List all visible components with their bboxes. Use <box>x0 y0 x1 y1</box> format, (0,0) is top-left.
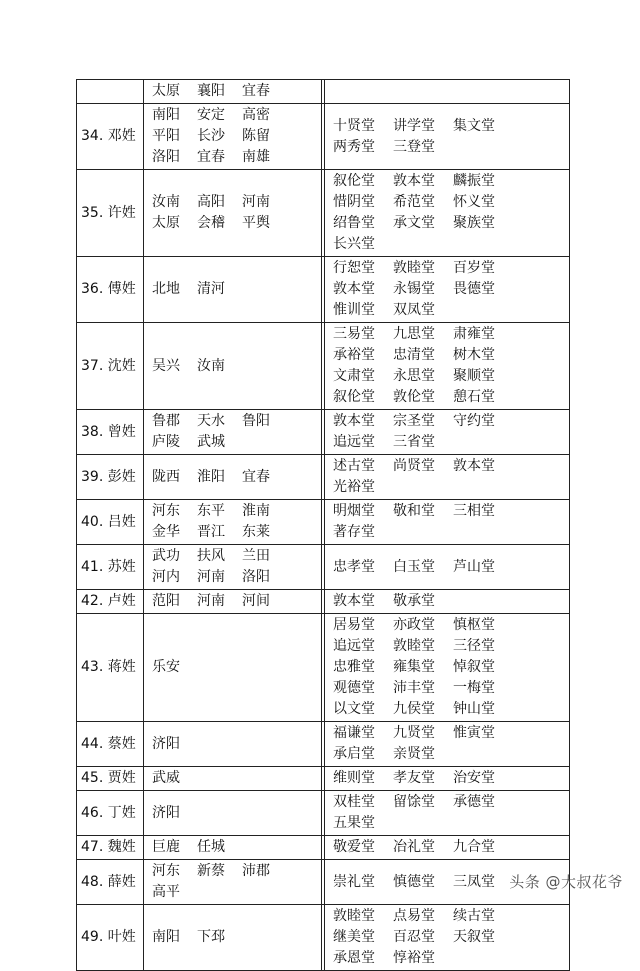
hall-name: 集文堂 <box>453 117 495 134</box>
hall-name: 承恩堂 <box>333 950 375 966</box>
hall-name: 一梅堂 <box>453 680 495 696</box>
hall-cell <box>325 455 570 500</box>
origin-place: 兰田 <box>242 548 270 564</box>
origin-place: 河南 <box>197 569 225 585</box>
table-row <box>77 410 570 455</box>
origin-place: 洛阳 <box>242 569 270 585</box>
table-row <box>77 590 570 614</box>
origin-cell <box>144 455 322 500</box>
origin-place: 沛郡 <box>242 863 270 879</box>
hall-cell <box>325 410 570 455</box>
hall-cell <box>325 614 570 722</box>
origin-place: 宜春 <box>197 149 225 165</box>
table-row <box>77 545 570 590</box>
hall-name: 崇礼堂 <box>333 873 375 890</box>
hall-name: 惇裕堂 <box>393 950 435 966</box>
hall-name: 敦本堂 <box>333 413 375 429</box>
hall-name: 续古堂 <box>453 908 495 924</box>
hall-name: 百忍堂 <box>393 929 435 945</box>
origin-place: 河东 <box>152 503 180 519</box>
origin-place: 襄阳 <box>197 83 225 99</box>
surname-cell: 44. 蔡姓 <box>77 722 144 767</box>
origin-cell <box>144 590 322 614</box>
origin-cell <box>144 905 322 971</box>
hall-name: 亦政堂 <box>393 617 435 633</box>
hall-name: 讲学堂 <box>393 117 435 134</box>
table-row <box>77 455 570 500</box>
table-row <box>77 104 570 170</box>
hall-name: 居易堂 <box>333 617 375 633</box>
table-row <box>77 614 570 722</box>
surname-cell: 34. 邓姓 <box>77 104 144 170</box>
hall-cell <box>325 836 570 860</box>
origin-place: 河间 <box>242 593 270 609</box>
hall-name: 惜阴堂 <box>333 194 375 210</box>
origin-place: 汝南 <box>197 357 225 374</box>
surname-origin-hall-table <box>76 79 570 971</box>
hall-name: 忠雅堂 <box>333 659 375 675</box>
origin-cell <box>144 170 322 257</box>
origin-place: 平舆 <box>242 215 270 231</box>
hall-name: 行恕堂 <box>333 260 375 276</box>
origin-place: 太原 <box>152 83 180 99</box>
origin-place: 武威 <box>152 770 180 786</box>
hall-name: 承启堂 <box>333 746 375 762</box>
hall-name: 承裕堂 <box>333 347 375 363</box>
origin-place: 淮南 <box>242 503 270 519</box>
hall-name: 治安堂 <box>453 770 495 786</box>
hall-name: 维则堂 <box>333 770 375 786</box>
hall-name: 敬爱堂 <box>333 839 375 855</box>
table-row <box>77 323 570 410</box>
hall-name: 百岁堂 <box>453 260 495 276</box>
table-row <box>77 767 570 791</box>
hall-name: 继美堂 <box>333 929 375 945</box>
origin-place: 乐安 <box>152 659 180 675</box>
hall-name: 点易堂 <box>393 908 435 924</box>
hall-cell <box>325 257 570 323</box>
origin-place: 南阳 <box>152 929 180 945</box>
hall-name: 悼叙堂 <box>453 659 495 675</box>
hall-name: 敦本堂 <box>393 173 435 189</box>
hall-name: 两秀堂 <box>333 138 375 155</box>
hall-name: 树木堂 <box>453 347 495 363</box>
hall-cell <box>325 767 570 791</box>
hall-cell <box>325 500 570 545</box>
origin-place: 陈留 <box>242 128 270 144</box>
origin-place: 高阳 <box>197 194 225 210</box>
hall-name: 明烟堂 <box>333 503 375 519</box>
origin-place: 东莱 <box>242 524 270 540</box>
origin-place: 北地 <box>152 281 180 297</box>
hall-name: 天叙堂 <box>453 929 495 945</box>
origin-place: 汝南 <box>152 194 180 210</box>
hall-name: 追远堂 <box>333 638 375 654</box>
hall-name: 敦本堂 <box>333 281 375 297</box>
origin-place: 任城 <box>197 839 225 855</box>
origin-place: 宜春 <box>242 468 270 485</box>
hall-name: 聚族堂 <box>453 215 495 231</box>
table-row <box>77 80 570 104</box>
origin-place: 下邳 <box>197 929 225 945</box>
hall-name: 永锡堂 <box>393 281 435 297</box>
hall-name: 留馀堂 <box>393 794 435 810</box>
origin-place: 金华 <box>152 524 180 540</box>
hall-name: 肃雍堂 <box>453 326 495 342</box>
hall-name: 十贤堂 <box>333 117 375 134</box>
origin-place: 高平 <box>152 884 180 900</box>
origin-place: 清河 <box>197 281 225 297</box>
hall-name: 敦睦堂 <box>393 638 435 654</box>
hall-name: 敦本堂 <box>453 458 495 474</box>
origin-place: 东平 <box>197 503 225 519</box>
hall-name: 承文堂 <box>393 215 435 231</box>
hall-name: 绍鲁堂 <box>333 215 375 231</box>
hall-name: 忠孝堂 <box>333 558 375 575</box>
hall-cell <box>325 104 570 170</box>
hall-name: 敦睦堂 <box>333 908 375 924</box>
hall-name: 文肃堂 <box>333 368 375 384</box>
surname-cell: 45. 贾姓 <box>77 767 144 791</box>
hall-name: 长兴堂 <box>333 236 375 252</box>
table-body <box>77 80 570 971</box>
surname-cell: 42. 卢姓 <box>77 590 144 614</box>
origin-place: 淮阳 <box>197 468 225 485</box>
hall-name: 述古堂 <box>333 458 375 474</box>
table-row <box>77 860 570 905</box>
origin-place: 晋江 <box>197 524 225 540</box>
hall-name: 慎枢堂 <box>453 617 495 633</box>
watermark: 头条 @大叔花爷 <box>509 873 623 891</box>
hall-name: 敦睦堂 <box>393 260 435 276</box>
hall-name: 福谦堂 <box>333 725 375 741</box>
origin-place: 南雄 <box>242 149 270 165</box>
origin-place: 会稽 <box>197 215 225 231</box>
origin-place: 长沙 <box>197 128 225 144</box>
origin-cell <box>144 614 322 722</box>
hall-name: 慎德堂 <box>393 873 435 890</box>
origin-cell <box>144 80 322 104</box>
hall-name: 九思堂 <box>393 326 435 342</box>
hall-name: 惟寅堂 <box>453 725 495 741</box>
hall-name: 尚贤堂 <box>393 458 435 474</box>
surname-cell <box>77 80 144 104</box>
origin-place: 鲁阳 <box>242 413 270 429</box>
table-row <box>77 170 570 257</box>
origin-place: 范阳 <box>152 593 180 609</box>
origin-place: 安定 <box>197 107 225 123</box>
table-row <box>77 722 570 767</box>
origin-place: 河东 <box>152 863 180 879</box>
hall-name: 芦山堂 <box>453 558 495 575</box>
hall-cell <box>325 905 570 971</box>
origin-cell <box>144 323 322 410</box>
hall-name: 守约堂 <box>453 413 495 429</box>
surname-cell: 41. 苏姓 <box>77 545 144 590</box>
table-row <box>77 257 570 323</box>
hall-name: 三径堂 <box>453 638 495 654</box>
origin-place: 济阳 <box>152 735 180 752</box>
origin-place: 巨鹿 <box>152 839 180 855</box>
origin-place: 天水 <box>197 413 225 429</box>
surname-cell: 38. 曾姓 <box>77 410 144 455</box>
origin-place: 洛阳 <box>152 149 180 165</box>
hall-name: 憩石堂 <box>453 389 495 405</box>
hall-cell <box>325 545 570 590</box>
hall-name: 麟振堂 <box>453 173 495 189</box>
hall-name: 双桂堂 <box>333 794 375 810</box>
origin-cell <box>144 767 322 791</box>
table-row <box>77 500 570 545</box>
origin-cell <box>144 410 322 455</box>
origin-cell <box>144 500 322 545</box>
hall-name: 孝友堂 <box>393 770 435 786</box>
origin-place: 吴兴 <box>152 357 180 374</box>
origin-cell <box>144 257 322 323</box>
hall-name: 承德堂 <box>453 794 495 810</box>
hall-cell <box>325 590 570 614</box>
hall-name: 三凤堂 <box>453 873 495 890</box>
surname-cell: 35. 许姓 <box>77 170 144 257</box>
hall-name: 白玉堂 <box>393 558 435 575</box>
hall-name: 追远堂 <box>333 434 375 450</box>
hall-name: 忠清堂 <box>393 347 435 363</box>
hall-cell <box>325 170 570 257</box>
hall-name: 双凤堂 <box>393 302 435 318</box>
table-row <box>77 836 570 860</box>
surname-cell: 47. 魏姓 <box>77 836 144 860</box>
origin-place: 武功 <box>152 548 180 564</box>
origin-cell <box>144 104 322 170</box>
hall-name: 敦本堂 <box>333 593 375 609</box>
hall-name: 敬和堂 <box>393 503 435 519</box>
table-row <box>77 791 570 836</box>
hall-name: 畏德堂 <box>453 281 495 297</box>
hall-name: 永思堂 <box>393 368 435 384</box>
surname-cell: 39. 彭姓 <box>77 455 144 500</box>
surname-cell: 40. 吕姓 <box>77 500 144 545</box>
origin-place: 陇西 <box>152 468 180 485</box>
origin-place: 河南 <box>242 194 270 210</box>
origin-place: 新蔡 <box>197 863 225 879</box>
hall-name: 叙伦堂 <box>333 389 375 405</box>
origin-place: 扶风 <box>197 548 225 564</box>
hall-name: 亲贤堂 <box>393 746 435 762</box>
hall-cell <box>325 80 570 104</box>
surname-cell: 48. 薛姓 <box>77 860 144 905</box>
surname-cell: 49. 叶姓 <box>77 905 144 971</box>
hall-name: 三相堂 <box>453 503 495 519</box>
hall-name: 九贤堂 <box>393 725 435 741</box>
origin-place: 太原 <box>152 215 180 231</box>
hall-name: 聚顺堂 <box>453 368 495 384</box>
hall-name: 敬承堂 <box>393 593 435 609</box>
hall-name: 五果堂 <box>333 815 375 831</box>
hall-cell <box>325 722 570 767</box>
origin-place: 庐陵 <box>152 434 180 450</box>
hall-name: 九侯堂 <box>393 701 435 717</box>
origin-place: 宜春 <box>242 83 270 99</box>
hall-name: 三易堂 <box>333 326 375 342</box>
hall-name: 希范堂 <box>393 194 435 210</box>
hall-cell <box>325 791 570 836</box>
surname-cell: 46. 丁姓 <box>77 791 144 836</box>
hall-cell <box>325 323 570 410</box>
origin-place: 河内 <box>152 569 180 585</box>
origin-place: 武城 <box>197 434 225 450</box>
hall-name: 沛丰堂 <box>393 680 435 696</box>
hall-name: 敦伦堂 <box>393 389 435 405</box>
hall-name: 以文堂 <box>333 701 375 717</box>
hall-name: 怀义堂 <box>453 194 495 210</box>
surname-cell: 37. 沈姓 <box>77 323 144 410</box>
surname-cell: 36. 傅姓 <box>77 257 144 323</box>
origin-place: 高密 <box>242 107 270 123</box>
hall-name: 光裕堂 <box>333 479 375 495</box>
origin-place: 济阳 <box>152 804 180 821</box>
origin-cell <box>144 791 322 836</box>
table-row <box>77 905 570 971</box>
hall-name: 著存堂 <box>333 524 375 540</box>
hall-name: 雍集堂 <box>393 659 435 675</box>
origin-cell <box>144 860 322 905</box>
origin-cell <box>144 836 322 860</box>
hall-name: 冶礼堂 <box>393 839 435 855</box>
hall-name: 惟训堂 <box>333 302 375 318</box>
hall-name: 钟山堂 <box>453 701 495 717</box>
hall-name: 叙伦堂 <box>333 173 375 189</box>
hall-name: 九合堂 <box>453 839 495 855</box>
origin-place: 河南 <box>197 593 225 609</box>
origin-cell <box>144 722 322 767</box>
hall-name: 三登堂 <box>393 138 435 155</box>
surname-cell: 43. 蒋姓 <box>77 614 144 722</box>
hall-name: 三省堂 <box>393 434 435 450</box>
origin-cell <box>144 545 322 590</box>
origin-place: 南阳 <box>152 107 180 123</box>
hall-name: 宗圣堂 <box>393 413 435 429</box>
origin-place: 平阳 <box>152 128 180 144</box>
origin-place: 鲁郡 <box>152 413 180 429</box>
hall-name: 观德堂 <box>333 680 375 696</box>
